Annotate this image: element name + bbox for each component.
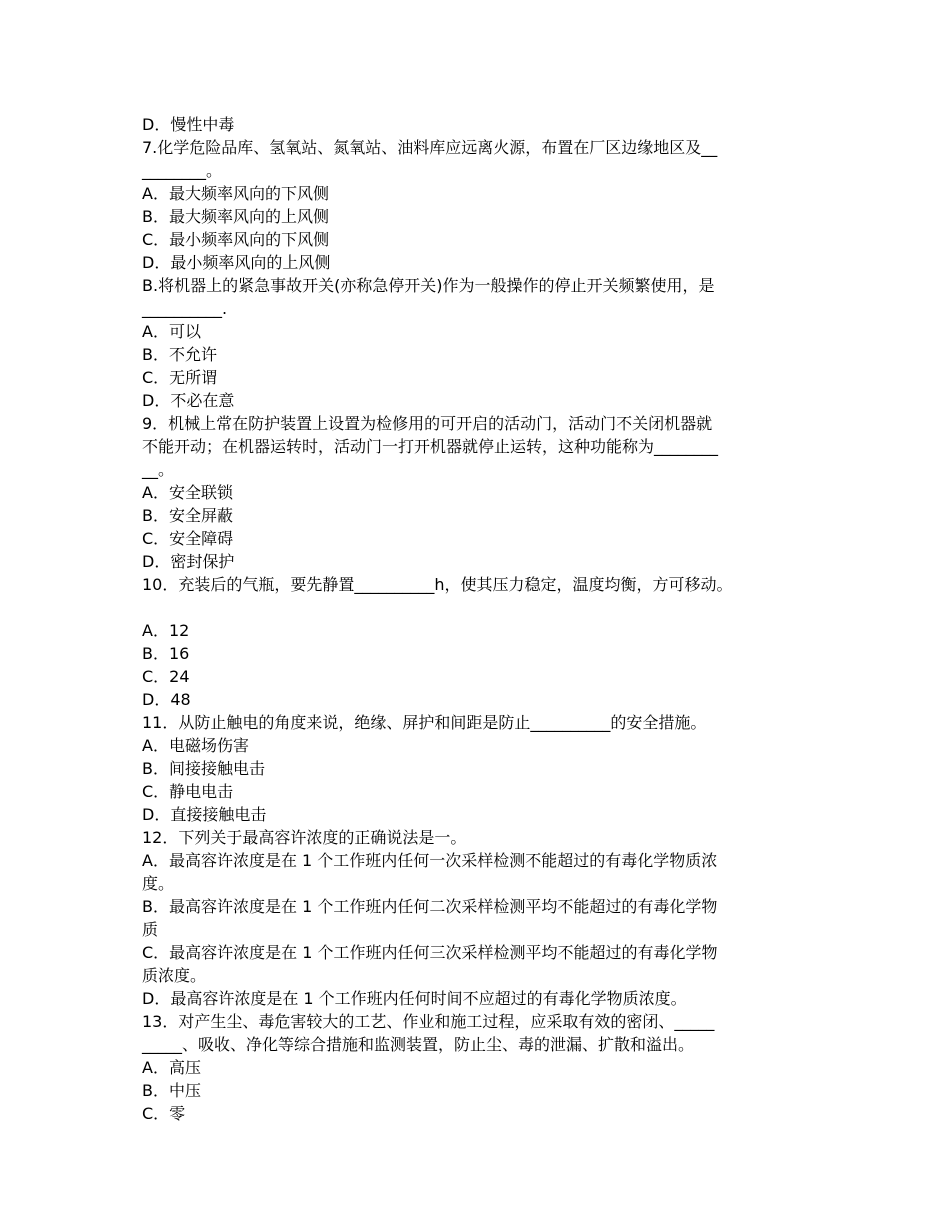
text-line: 11．从防止触电的角度来说，绝缘、屏护和间距是防止__________的安全措施。 xyxy=(142,713,707,732)
text-line: A．安全联锁 xyxy=(142,483,233,502)
text-line: B.将机器上的紧急事故开关(亦称急停开关)作为一般操作的停止开关频繁使用，是 xyxy=(142,276,715,295)
text-line: 9．机械上常在防护装置上设置为检修用的可开启的活动门，活动门不关闭机器就 xyxy=(142,414,713,433)
text-line: A．最高容许浓度是在 1 个工作班内任何一次采样检测不能超过的有毒化学物质浓 xyxy=(142,851,718,870)
text-line: C．安全障碍 xyxy=(142,529,234,548)
text-line: B．最大频率风向的上风侧 xyxy=(142,207,329,226)
document-page xyxy=(142,113,832,1125)
text-line: D．慢性中毒 xyxy=(142,115,235,134)
text-line: C．静电电击 xyxy=(142,782,234,801)
text-line: __。 xyxy=(142,460,175,479)
text-line: C．24 xyxy=(142,667,190,686)
text-line: 12．下列关于最高容许浓度的正确说法是一。 xyxy=(142,828,467,847)
text-line: B．16 xyxy=(142,644,190,663)
text-line: C．零 xyxy=(142,1104,186,1123)
text-line: 不能开动；在机器运转时，活动门一打开机器就停止运转，这种功能称为________ xyxy=(142,437,719,456)
text-line: A．高压 xyxy=(142,1058,201,1077)
text-line: D．直接接触电击 xyxy=(142,805,267,824)
text-line: B．间接接触电击 xyxy=(142,759,265,778)
text-line: 质浓度。 xyxy=(142,966,207,985)
text-line: 度。 xyxy=(142,874,175,893)
text-line: A．电磁场伤害 xyxy=(142,736,249,755)
text-line: A．12 xyxy=(142,621,190,640)
text-line: D．最高容许浓度是在 1 个工作班内任何时间不应超过的有毒化学物质浓度。 xyxy=(142,989,687,1008)
text-line: _____、吸收、净化等综合措施和监测装置，防止尘、毒的泄漏、扩散和溢出。 xyxy=(142,1035,695,1054)
text-line: D．最小频率风向的上风侧 xyxy=(142,253,331,272)
text-line: C．最小频率风向的下风侧 xyxy=(142,230,330,249)
text-line: 7.化学危险品库、氢氧站、氮氧站、油料库应远离火源，布置在厂区边缘地区及__ xyxy=(142,138,718,157)
text-line: C．无所谓 xyxy=(142,368,218,387)
text-line: __________. xyxy=(142,299,228,318)
text-line: A．最大频率风向的下风侧 xyxy=(142,184,329,203)
text-line: 13．对产生尘、毒危害较大的工艺、作业和施工过程，应采取有效的密闭、_____ xyxy=(142,1012,715,1031)
text-line: D．密封保护 xyxy=(142,552,235,571)
text-line: ________。 xyxy=(142,161,223,180)
text-line: D．48 xyxy=(142,690,191,709)
text-line: A．可以 xyxy=(142,322,201,341)
text-line: B．不允许 xyxy=(142,345,217,364)
text-line: D．不必在意 xyxy=(142,391,235,410)
text-line: B．中压 xyxy=(142,1081,201,1100)
text-line: 质 xyxy=(142,920,159,939)
blank-line xyxy=(142,596,832,619)
text-line: B．最高容许浓度是在 1 个工作班内任何二次采样检测平均不能超过的有毒化学物 xyxy=(142,897,718,916)
text-line: 10．充装后的气瓶，要先静置__________h，使其压力稳定，温度均衡，方可移动。 xyxy=(142,575,733,594)
text-line: B．安全屏蔽 xyxy=(142,506,233,525)
text-line: C．最高容许浓度是在 1 个工作班内任何三次采样检测平均不能超过的有毒化学物 xyxy=(142,943,718,962)
